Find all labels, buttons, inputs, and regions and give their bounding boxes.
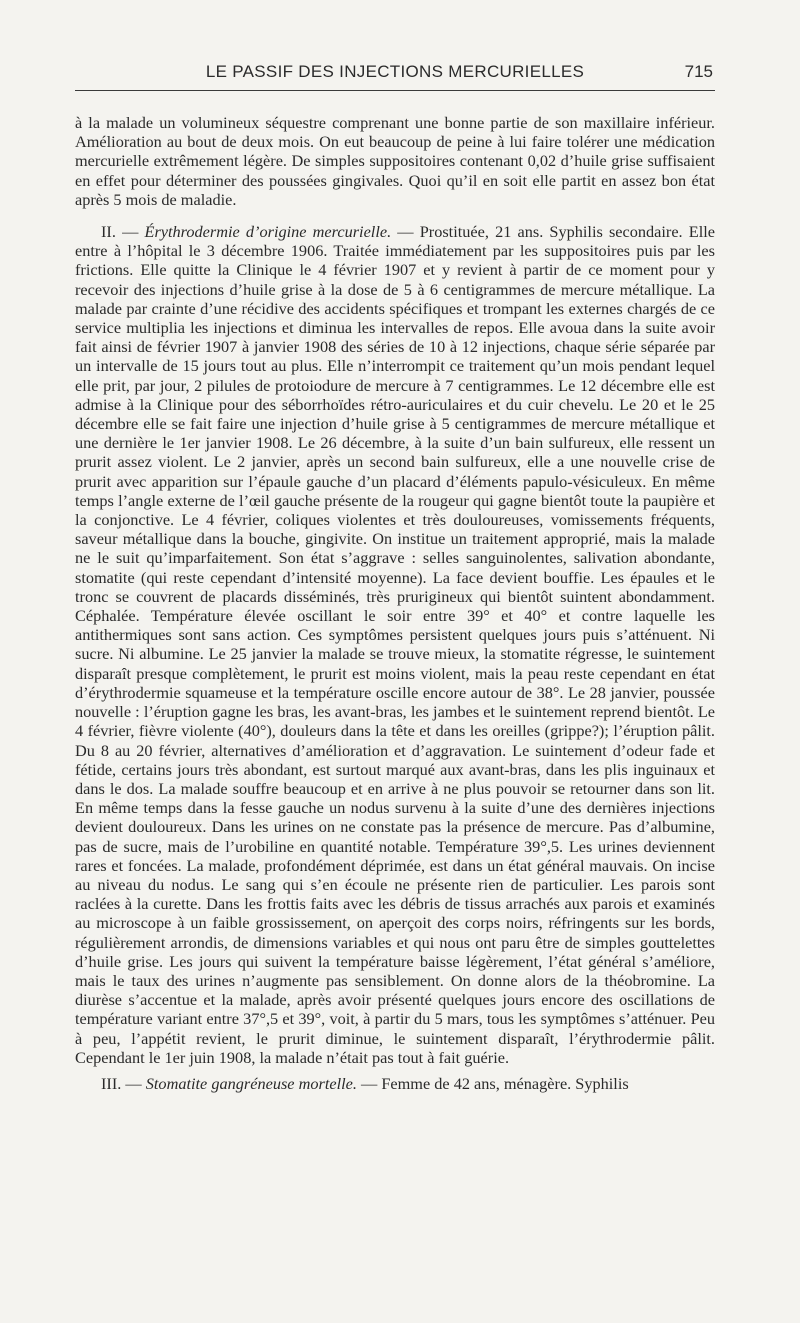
body-text (75, 113, 715, 1093)
case-3-paragraph (75, 1074, 715, 1093)
paragraph-continuation: à la malade un volumineux séquestre comprenant une bonne partie de son maxillaire inférieur. Amélioration au bout de deux mois. On eut beaucoup de peine à lui faire tolérer une médication mercurielle extrêmement légère. De simples suppositoires contenant 0,02 d’huile grise suffisaient en effet pour déterminer des poussées gingivales. Quoi qu’il en soit elle partit en assez bon état après 5 mois de maladie. (75, 113, 715, 209)
case-2-number: II. (101, 222, 116, 242)
running-title: LE PASSIF DES INJECTIONS MERCURIELLES (205, 62, 585, 81)
case-2-paragraph (75, 222, 715, 1067)
running-header (75, 60, 715, 91)
case-3-dash: — (121, 1073, 146, 1093)
case-3-number: III. (101, 1073, 122, 1093)
case-3-title: Stomatite gangréneuse mortelle. (145, 1073, 357, 1093)
case-2-text: — Prostituée, 21 ans. Syphilis secondaire. Elle entre à l’hôpital le 3 décembre 1906. Traitée immédiatement par les suppositoires puis par les frictions. Elle quitte la Clinique le 4 février 1907 et y revient à partir de ce moment pour y recevoir des injections d’huile grise à la dose de 5 à 6 centigrammes de mercure métallique. La malade par crainte d’une récidive des accidents spécifiques et trompant les externes chargés de ce service multiplia les injections et diminua les intervalles de repos. Elle avoua dans la suite avoir fait ainsi de février 1907 à janvier 1908 des séries de 10 à 12 injections, chaque série séparée par un intervalle de 15 jours tout au plus. Elle n’interrompit ce traitement qu’un mois pendant lequel elle prit, par jour, 2 pilules de protoiodure de mercure à 7 centigrammes. Le 12 décembre elle est admise à la Clinique pour des séborrhoïdes rétro-auriculaires et du cuir chevelu. Le 20 et le 25 décembre elle se fait faire une injection d’huile grise à 5 centigrammes de mercure métallique et une dernière le 1er janvier 1908. Le 26 décembre, à la suite d’un bain sulfureux, elle ressent un prurit assez violent. Le 2 janvier, après un second bain sulfureux, elle a une nouvelle crise de prurit avec apparition sur l’épaule gauche d’un placard d’éléments papulo-vésiculeux. En même temps l’angle externe de l’œil gauche présente de la rougeur qui gagne bientôt toute la paupière et la conjonctive. Le 4 février, coliques violentes et très douloureuses, vomissements fréquents, saveur métallique dans la bouche, gingivite. On institue un traitement approprié, mais la malade ne le suit qu’imparfaitement. Son état s’aggrave : selles sanguinolentes, salivation abondante, stomatite (qui reste cependant d’intensité moyenne). La face devient bouffie. Les épaules et le tronc se couvrent de placards disséminés, très prurigineux qui bientôt suintent abondamment. Céphalée. Température élevée oscillant le soir entre 39° et 40° et contre laquelle les antithermiques sont sans action. Ces symptômes persistent quelques jours puis s’atténuent. Ni sucre. Ni albumine. Le 25 janvier la malade se trouve mieux, la stomatite régresse, le suintement disparaît presque complètement, le prurit est moins violent, mais la peau reste cependant en état d’érythrodermie squameuse et la température oscille encore autour de 38°. Le 28 janvier, poussée nouvelle : l’éruption gagne les bras, les avant-bras, les jambes et le suintement reprend bientôt. Le 4 février, fièvre violente (40°), douleurs dans la tête et dans les oreilles (grippe?); l’éruption pâlit. Du 8 au 20 février, alternatives d’amélioration et d’aggravation. Le suintement d’odeur fade et fétide, certains jours très abondant, est surtout marqué aux avant-bras, dans les plis inguinaux et dans le dos. La malade souffre beaucoup et en arrive à ne plus pouvoir se retourner dans son lit. En même temps dans la fesse gauche un nodus survenu à la suite d’une des dernières injections devient douloureux. Dans les urines on ne constate pas la présence de mercure. Pas d’albumine, pas de sucre, mais de l’urobiline en quantité notable. Température 39°,5. Les urines deviennent rares et foncées. La malade, profondément déprimée, est dans un état général mauvais. On incise au niveau du nodus. Le sang qui s’en écoule ne présente rien de particulier. Les parois sont raclées à la curette. Dans les frottis faits avec les débris de tissus arrachés aux parois et examinés au microscope à un faible grossissement, on aperçoit des corps noirs, réfringents sur les bords, régulièrement arrondis, de dimensions variables et qui nous ont paru être de simples gouttelettes d’huile grise. Les jours qui suivent la température baisse légèrement, l’état général s’améliore, mais le taux des urines n’augmente pas sensiblement. On donne alors de la théobromine. La diurèse s’accentue et la malade, après avoir présenté quelques jours encore des oscillations de température variant entre 37°,5 et 39°, voit, à partir du 5 mars, tous les symptômes s’atténuer. Peu à peu, l’appétit revient, le prurit diminue, le suintement disparaît, l’érythrodermie pâlit. Cependant le 1er juin 1908, la malade n’était pas tout à fait guérie. (75, 222, 715, 1067)
case-3-text: — Femme de 42 ans, ménagère. Syphilis (356, 1073, 629, 1093)
case-2-dash: — (115, 222, 145, 242)
page-number: 715 (684, 62, 713, 81)
case-2-title: Érythrodermie d’origine mercurielle. (144, 222, 392, 242)
